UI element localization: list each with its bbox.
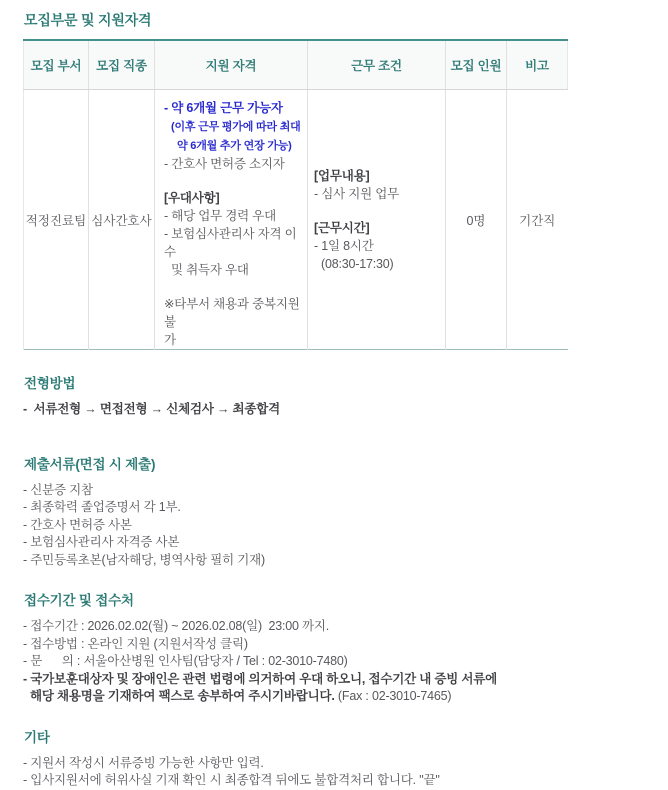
column-header-note: 비고 [507, 40, 568, 90]
text-line: - 보험심사관리사 자격 이수 [164, 227, 297, 259]
section-body [23, 755, 648, 790]
cell-qualification [155, 90, 308, 350]
cell-headcount: 0명 [446, 90, 507, 350]
text-line: - 간호사 면허증 소지자 [164, 157, 285, 171]
section-heading-required-documents: 제출서류(면접 시 제출) [24, 456, 156, 472]
text-line: (08:30-17:30) [321, 256, 394, 271]
text-line: - 최종학력 졸업증명서 각 1부. [23, 500, 181, 514]
section-body [23, 482, 648, 570]
section-heading-selection-process: 전형방법 [24, 376, 76, 391]
text-line: - 약 6개월 근무 가능자 [164, 101, 283, 115]
text-line: - 보험심사관리사 자격증 사본 [23, 535, 180, 549]
section-selection-process [23, 372, 648, 419]
cell-note: 기간직 [519, 213, 556, 228]
work-condition-lines [308, 167, 445, 273]
text-line: 해당 채용명을 기재하여 팩스로 송부하여 주시기바랍니다. (Fax : 02-3010-7465) [30, 689, 452, 703]
text-line: - 국가보훈대상자 및 장애인은 관련 법령에 의거하여 우대 하오니, 접수기간 내 증빙 서류에 [23, 671, 498, 686]
text-line: - 주민등록초본(남자해당, 병역사항 필히 기재) [23, 552, 266, 567]
text-line: 및 취득자 우대 [171, 263, 249, 277]
section-body [23, 618, 648, 706]
section-heading-etc: 기타 [24, 729, 50, 745]
text-line: - 신분증 지참 [23, 482, 93, 497]
column-header-job: 모집 직종 [89, 40, 155, 90]
text-line: - 심사 지원 업무 [314, 186, 400, 201]
text-line: [업무내용] [314, 168, 370, 183]
text-line: - 간호사 면허증 사본 [23, 517, 132, 532]
cell-work-conditions [308, 90, 446, 350]
text-line: - 접수기간 : 2026.02.02(월) ~ 2026.02.08(일) 23:00 까지. [23, 619, 330, 633]
section-required-documents [23, 453, 648, 570]
text-line: 약 6개월 추가 연장 가능) [177, 140, 292, 152]
text-line: - 입사지원서에 허위사실 기재 확인 시 최종합격 뒤에도 불합격처리 합니다. "끝" [23, 773, 440, 787]
text-line: [근무시간] [314, 220, 370, 235]
recruitment-table [23, 39, 568, 350]
text-line: 가 [164, 333, 176, 347]
text-line: - 서류전형 → 면접전형 → 신체검사 → 최종합격 [23, 402, 281, 416]
section-heading-application-period: 접수기간 및 접수처 [24, 593, 134, 608]
column-header-work-conditions: 근무 조건 [308, 40, 446, 90]
text-line [314, 203, 441, 219]
qualification-lines [155, 90, 307, 349]
cell-dept: 적정진료팀 [24, 90, 89, 350]
table-row [24, 90, 568, 350]
text-line: - 해당 업무 경력 우대 [164, 209, 277, 223]
column-header-qualification: 지원 자격 [155, 40, 308, 90]
text-line: - 문 의 : 서울아산병원 인사팀(담당자 / Tel : 02-3010-7480) [23, 654, 348, 668]
text-line: - 접수방법 : 온라인 지원 (지원서작성 클릭) [23, 636, 248, 651]
text-line: (이후 근무 평가에 따라 최대 [171, 121, 301, 133]
text-line: - 1일 8시간 [314, 238, 374, 253]
text-line: - 지원서 작성시 서류증빙 가능한 사항만 입력. [23, 755, 264, 770]
text-line: [우대사항] [164, 191, 220, 205]
section-etc [23, 726, 648, 790]
table-header-row [24, 40, 568, 90]
text-line [164, 279, 303, 295]
column-header-dept: 모집 부서 [24, 40, 89, 90]
page-title: 모집부문 및 지원자격 [24, 12, 152, 28]
text-line: ※타부서 채용과 중복지원 불 [164, 297, 303, 329]
text-line [164, 173, 303, 189]
column-header-headcount: 모집 인원 [446, 40, 507, 90]
section-application-period [23, 589, 648, 706]
cell-job: 심사간호사 [89, 90, 155, 350]
section-body [23, 401, 648, 419]
